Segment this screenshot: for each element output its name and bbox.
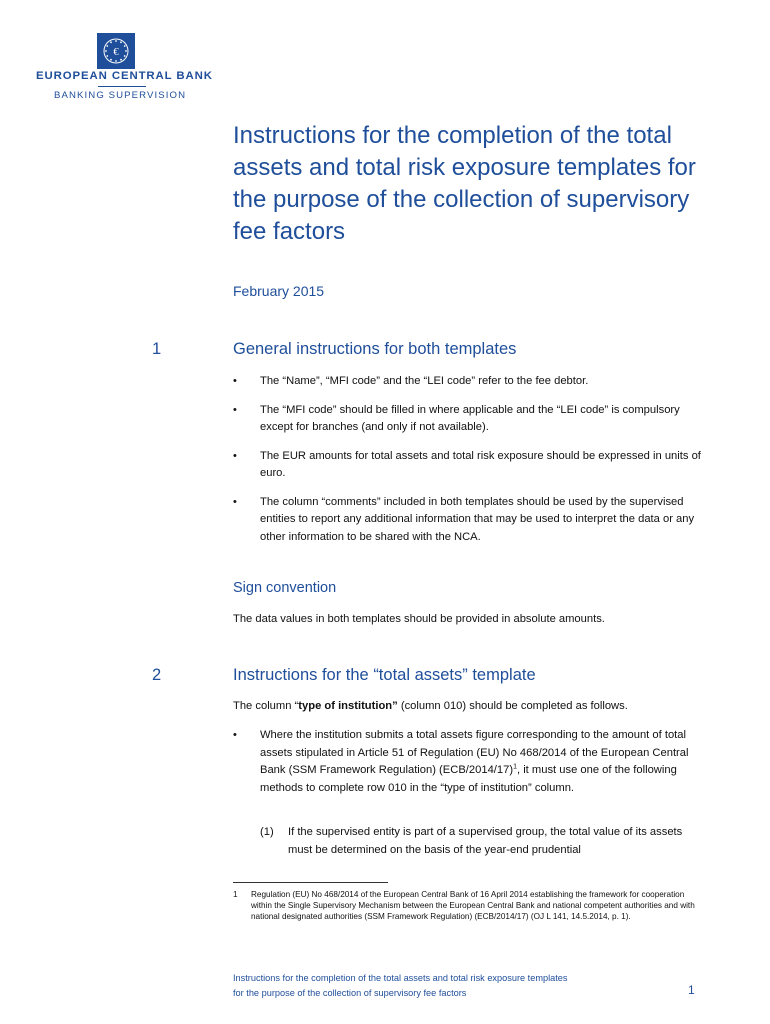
document-date: February 2015 <box>233 283 325 299</box>
intro-text-start: The column “ <box>233 700 299 712</box>
bullet-text: The EUR amounts for total assets and total risk exposure should be expressed in units of euro. <box>260 449 701 479</box>
bullet-text: The “Name”, “MFI code” and the “LEI code” refer to the fee debtor. <box>260 375 589 387</box>
list-item <box>233 448 703 483</box>
running-footer-line-1: Instructions for the completion of the total assets and total risk exposure templates <box>233 973 568 983</box>
list-item <box>233 402 703 437</box>
bullet-text: Where the institution submits a total assets figure corresponding to the amount of total assets stipulated in Article 51 of Regulation (EU) No 468/2014 of the European Central Bank (SSM Framework Regulation) (ECB/2014/17) <box>260 729 689 776</box>
organization-subtitle: BANKING SUPERVISION <box>54 90 187 101</box>
bullet-icon: • <box>233 729 237 741</box>
footnote-divider <box>233 882 388 883</box>
intro-text-bold: type of institution” <box>298 700 398 712</box>
section-1-title: General instructions for both templates <box>233 340 517 358</box>
section-1-bullet-list <box>233 373 703 546</box>
section-2-number: 2 <box>152 666 162 684</box>
footnote-text: Regulation (EU) No 468/2014 of the European Central Bank of 16 April 2014 establishing the framework for cooperation within the Single Supervisory Mechanism between the European Central Bank and national competent authorities and with national designated authorities (SSM Framework Regulation) (ECB/2014/17) (OJ L 141, 14.5.2014, p. 1). <box>251 890 695 922</box>
list-item <box>233 373 703 391</box>
section-1-number: 1 <box>152 340 162 358</box>
footnote-reference[interactable]: 1 <box>513 763 517 771</box>
svg-text:€: € <box>113 46 119 58</box>
sign-convention-text: The data values in both templates should be provided in absolute amounts. <box>233 613 605 625</box>
bullet-icon: • <box>233 375 237 387</box>
footnote <box>233 889 703 923</box>
organization-name: EUROPEAN CENTRAL BANK <box>36 70 213 82</box>
intro-text-end: (column 010) should be completed as follows. <box>397 700 628 712</box>
bullet-icon: • <box>233 403 237 416</box>
bullet-text: The column “comments” included in both templates should be used by the supervised entities to report any additional information that may be used to interpret the data or any other information to be shared with the NCA. <box>260 495 695 543</box>
page-number: 1 <box>688 983 695 997</box>
section-2-bullet-list <box>233 727 703 797</box>
ecb-euro-logo-icon <box>96 32 136 70</box>
bullet-icon: • <box>233 449 237 462</box>
bullet-text-continued: , it must use one of the following methods to complete row 010 in the “type of institution” column. <box>260 764 677 794</box>
sign-convention-heading: Sign convention <box>233 580 337 596</box>
logo-divider <box>98 86 146 87</box>
item-text: If the supervised entity is part of a supervised group, the total value of its assets must be determined on the basis of the year-end prudential <box>288 826 683 856</box>
list-item <box>233 727 703 797</box>
list-item <box>233 494 703 547</box>
running-footer-line-2: for the purpose of the collection of supervisory fee factors <box>233 988 467 998</box>
section-2-title: Instructions for the “total assets” template <box>233 666 536 684</box>
bullet-icon: • <box>233 495 237 508</box>
section-2-intro <box>233 698 703 716</box>
footnote-mark: 1 <box>233 890 238 899</box>
item-number: (1) <box>260 826 274 838</box>
bullet-text: The “MFI code” should be filled in where applicable and the “LEI code” is compulsory except for branches (and only if not available). <box>260 403 680 433</box>
document-title: Instructions for the completion of the total assets and total risk exposure templates for the purpose of the collection of supervisory fee factors <box>233 122 696 245</box>
running-footer <box>233 971 653 1001</box>
numbered-item <box>260 824 703 859</box>
